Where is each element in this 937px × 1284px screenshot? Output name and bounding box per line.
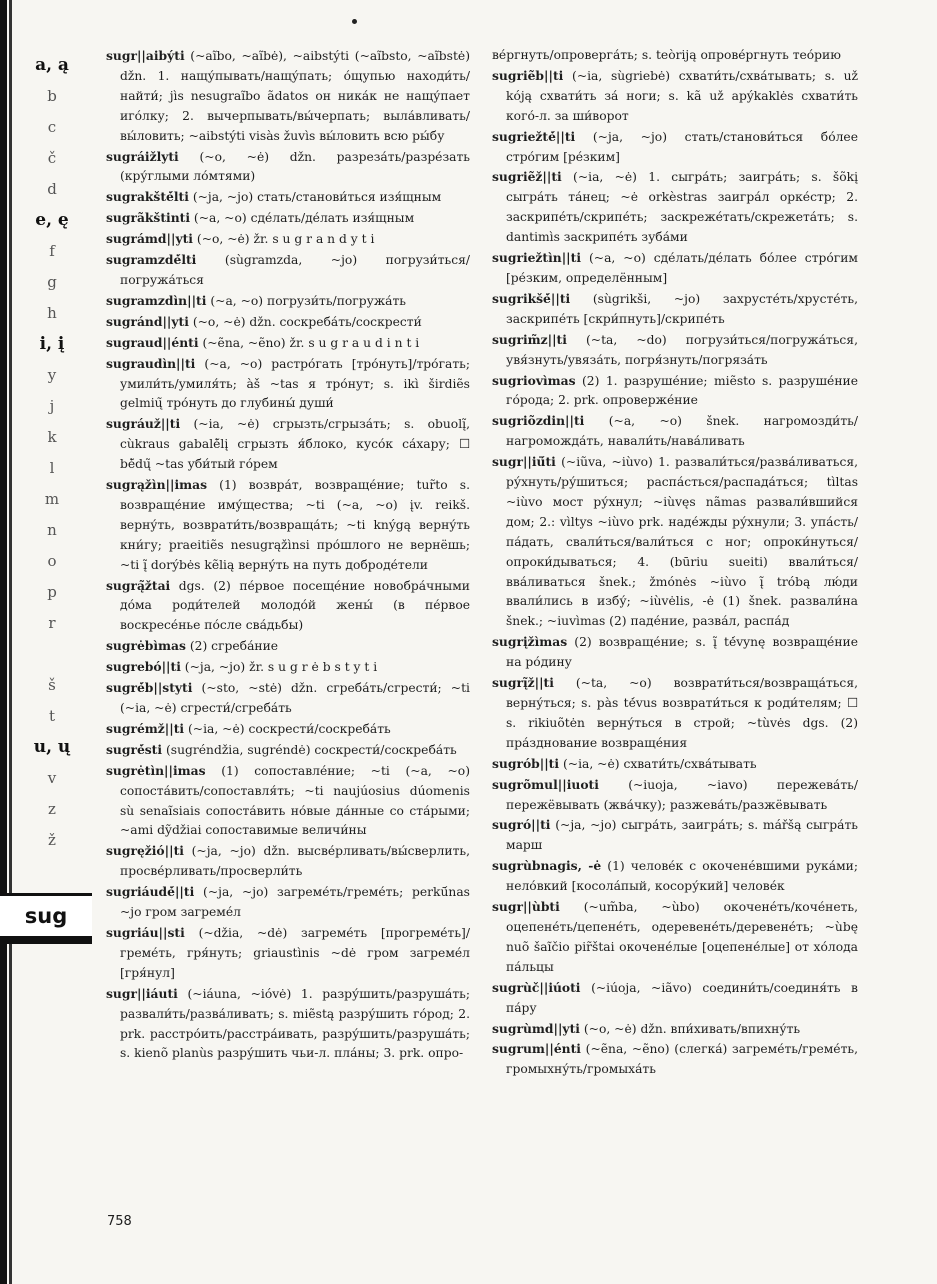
thumb-index-active-tab[interactable]: sug: [0, 893, 92, 944]
dictionary-entry: [106, 250, 470, 291]
thumb-letter[interactable]: c: [47, 118, 57, 136]
entry-definition: (sugréndžia, sugréndė) соскрести́/соскреба́ть: [165, 742, 457, 757]
dictionary-entry: [106, 229, 470, 250]
thumb-letter[interactable]: r: [48, 614, 56, 632]
thumb-letter[interactable]: a, ą: [35, 55, 69, 75]
entry-headword: sugrõmul||iuoti: [492, 776, 599, 792]
entry-definition: (~iũva, ~iùvo) 1. развали́ться/разва́ливаться, ру́хнуть/ру́шиться; распа́сться/распада́ться; tìltas ~iùvo мост ру́хнул; ~iùvęs nãmas развали́вшийся дом; 2.: vìltys ~iùvo prk. наде́жды ру́хнули; 3. упа́сть/па́дать, свали́ться/вали́ться с ног; опроки́нуться/опроки́дываться; 4. (būriu sueiti) ввали́ться/вва́ливаться šnek.; žmónės ~iùvo į̃ tróbą лю́ди ввали́лись в избу́; ~iùvėlis, -ė (1) šnek. развали́на šnek.; ~iuvìmas (2) паде́ние, разва́л, распа́д: [506, 455, 858, 629]
entry-definition: (1) сопоставле́ние; ~ti (~a, ~o) сопоста́вить/сопоставля́ть; ~ti naujúosius dúomenis sù senaĩsiais сопоста́вить но́вые да́нные со ста́рыми; ~ami dỹdžiai сопоставимые величи́ны: [120, 763, 470, 838]
entry-definition: (~o, ~ė) džn. разреза́ть/разре́зать (кру́глыми ло́мтями): [120, 149, 470, 184]
print-speck: [352, 19, 357, 24]
entry-definition: (~ia, ~ė) 1. сыгра́ть; заигра́ть; s. šõkį сыгра́ть та́нец; ~ė orkèstras заигра́л орке́стр; 2. заскрипе́ть/скрипе́ть; заскреже́тать/скрежета́ть; s. dantimìs заскрипе́ть зуба́ми: [506, 170, 858, 245]
dictionary-entry: [492, 411, 858, 452]
dictionary-entry: [106, 208, 470, 229]
entry-headword: sugr||ùbti: [492, 899, 560, 915]
entry-headword: sugrebó||ti: [106, 659, 181, 675]
entry-headword: sugramzdìn||ti: [106, 292, 207, 308]
entry-headword: sugraud||énti: [106, 334, 199, 350]
dictionary-entry: [492, 1019, 858, 1040]
entry-headword: sugrémž||ti: [106, 720, 185, 736]
dictionary-entry: [492, 167, 858, 248]
entry-definition: (~ja, ~jo) сыгра́ть, заигра́ть; s. mářšą сыгра́ть марш: [506, 818, 858, 853]
thumb-letter[interactable]: h: [47, 304, 57, 322]
entry-headword: sugr||iū́ti: [492, 454, 556, 470]
entry-definition: (~ia, ~ė) сгрызть/сгрыза́ть; s. obuolį̃, cùkraus gabalė̃lį сгрызть я́блоко, кусо́к са́хару; ☐ bė̃dų̃ ~tas уби́тый го́рем: [120, 417, 470, 472]
thumb-letter[interactable]: u, ų: [33, 737, 71, 757]
dictionary-entry: [106, 984, 470, 1065]
entry-headword: sugrą̃žtai: [106, 577, 171, 593]
entry-definition: (~sto, ~stė) džn. сгреба́ть/сгрести́; ~ti (~ia, ~ė) сгрести́/сгреба́ть: [120, 681, 470, 715]
dictionary-entry: [492, 289, 858, 330]
entry-definition: (~a, ~o) сде́лать/де́лать бо́лее стро́гим [ре́зким, определённым]: [506, 251, 858, 285]
thumb-letter[interactable]: č: [47, 149, 57, 167]
dictionary-entry: [106, 333, 470, 354]
thumb-letter[interactable]: n: [47, 521, 57, 539]
thumb-letter[interactable]: t: [48, 707, 56, 725]
entry-headword: sugrėbìmas: [106, 638, 186, 654]
entry-headword: sugrį̃ž||ti: [492, 675, 554, 691]
dictionary-entry: [106, 636, 470, 657]
entry-headword: sugrakštė́lti: [106, 189, 189, 205]
dictionary-entry: [492, 371, 858, 412]
entry-definition: (2) возвраще́ние; s. į̃ tė́vynę возвраще́ние на ро́дину: [506, 635, 858, 670]
entry-definition: (~iuoja, ~iavo) пережева́ть/пережёвывать (жва́чку); разжева́ть/разжёвывать: [506, 777, 858, 812]
entry-headword: sugránd||yti: [106, 313, 189, 329]
entry-definition: (~iáuna, ~ióvė) 1. разру́шить/разруша́ть; развали́ть/разва́ливать; s. miẽstą разру́шить го́род; 2. prk. расстро́ить/расстра́ивать, разру́шить/разруша́ть; s. kienõ planùs разру́шить чьи-л. пла́ны; 3. prk. опро-: [120, 986, 470, 1061]
entry-definition: (~ia, ~ė) соскрести́/соскреба́ть: [187, 721, 391, 736]
entry-definition: ве́ргнуть/опроверга́ть; s. teòriją опрове́ргнуть тео́рию: [492, 48, 841, 62]
entry-headword: sugramzdė́lti: [106, 252, 197, 268]
entry-definition: (~ta, ~o) возврати́ться/возвраща́ться, верну́ться; s. pàs tė́vus возврати́ться к роди́телям; ☐ s. rikiuõtėn верну́ться в строй; ~tùvės dgs. (2) пра́зднование возвраще́ния: [506, 676, 858, 750]
entry-definition: (~a, ~o) растро́гать [тро́нуть]/тро́гать; умили́ть/умиля́ть; àš ~tas я тро́нут; s. ikì širdiẽs gelmių̃ тро́нуть до глубины́ души́: [120, 356, 470, 411]
entry-headword: sugrim̃z||ti: [492, 331, 567, 347]
entry-definition: (~iúoja, ~iãvo) соедини́ть/соединя́ть в па́ру: [506, 980, 858, 1015]
page-number: 758: [107, 1214, 132, 1229]
left-column: [106, 46, 470, 1064]
entry-definition: (~aĩbo, ~aĩbė), ~aibstýti (~aĩbsto, ~aĩbstė) džn. 1. нащу́пывать/нащу́пать; о́щупью находи́ть/найти́; jìs nesugraĩbo ãdatos он ника́к не нащу́пает иго́лку; 2. вычерпывать/вы́черпать; выла́вливать/вы́ловить; ~aibstýti visàs žuvìs вы́ловить всю ры́бу: [120, 49, 470, 143]
entry-headword: sugriežtė́||ti: [492, 128, 576, 144]
thumb-letter[interactable]: b: [47, 87, 57, 105]
entry-definition: (~o, ~ė) žr. s u g r a n d y t i: [196, 232, 375, 247]
entry-definition: (~ja, ~jo) стать/станови́ться бо́лее стро́гим [ре́зким]: [506, 129, 858, 164]
thumb-index-letters: [14, 50, 90, 856]
dictionary-entry: [492, 775, 858, 816]
dictionary-entry: [492, 754, 858, 775]
entry-definition: (~um̃ba, ~ùbo) окочене́ть/коче́неть, оцепене́ть/цепене́ть, одеревене́ть/деревене́ть; ~ùbę nuõ šaĩčio pir̃štai окочене́лые [оцепене́лые] от хо́лода па́льцы: [506, 900, 858, 974]
thumb-letter[interactable]: l: [49, 459, 55, 477]
entry-definition: (2) сгреба́ние: [189, 639, 279, 654]
dictionary-entry: [106, 761, 470, 842]
thumb-letter[interactable]: y: [47, 366, 57, 384]
entry-definition: (~ẽna, ~ẽno) (слегка́) загреме́ть/греме́ть, громыхну́ть/громыха́ть: [506, 1042, 858, 1077]
thumb-index-edge: [0, 0, 7, 1284]
dictionary-entry: [106, 475, 470, 576]
entry-definition: (~a, ~o) погрузи́ть/погружа́ть: [210, 293, 406, 308]
thumb-letter[interactable]: k: [47, 428, 57, 446]
dictionary-entry: [106, 46, 470, 147]
dictionary-entry: [492, 46, 858, 66]
dictionary-entry: [492, 127, 858, 168]
entry-definition: (sùgramzda, ~jo) погрузи́ться/погружа́ться: [120, 253, 470, 287]
dictionary-entry: [492, 632, 858, 673]
entry-headword: sugrįžìmas: [492, 634, 568, 650]
thumb-letter[interactable]: m: [44, 490, 60, 508]
dictionary-entry: [492, 452, 858, 632]
entry-definition: (2) 1. разруше́ние; miẽsto s. разруше́ние го́рода; 2. prk. опроверже́ние: [506, 373, 858, 408]
entry-definition: (~o, ~ė) džn. соскреба́ть/соскрести́: [192, 314, 422, 329]
entry-definition: (~ia, ~ė) схвати́ть/схва́тывать: [562, 756, 757, 771]
entry-definition: dgs. (2) пе́рвое посеще́ние новобра́чными до́ма роди́телей молодо́й жены́ (в пе́рвое воскресе́нье по́сле сва́дьбы): [120, 578, 470, 633]
dictionary-entry: [492, 330, 858, 371]
dictionary-entry: [492, 248, 858, 289]
entry-headword: sugrámd||yti: [106, 231, 193, 247]
thumb-letter[interactable]: j: [49, 397, 55, 415]
entry-headword: sugráuž||ti: [106, 416, 181, 432]
thumb-letter[interactable]: e, ę: [35, 210, 69, 230]
entry-definition: (1) возвра́т, возвраще́ние; tur̃to s. возвраще́ние иму́щества; ~ti (~a, ~o) įv. reikš. верну́ть, возврати́ть/возвраща́ть; ~ti knýgą верну́ть кни́гу; praeitiẽs nesugrąžìnsi про́шлого не вернёшь; ~ti į̃ dorýbės kẽlią верну́ть на путь доброде́тели: [120, 478, 470, 572]
entry-definition: (~ja, ~jo) стать/станови́ться изя́щным: [192, 190, 442, 205]
thumb-letter[interactable]: ž: [48, 831, 56, 849]
thumb-letter[interactable]: f: [49, 242, 55, 260]
dictionary-entry: [106, 187, 470, 208]
dictionary-entry: [106, 414, 470, 475]
entry-definition: (~ja, ~jo) žr. s u g r ė b s t y t i: [184, 660, 378, 675]
entry-headword: sugrėtìn||imas: [106, 762, 206, 778]
entry-definition: (~o, ~ė) džn. впи́хивать/впихну́ть: [583, 1021, 801, 1036]
thumb-letter[interactable]: g: [47, 273, 57, 291]
dictionary-entry: [106, 923, 470, 984]
entry-headword: sugrùmd||yti: [492, 1020, 580, 1036]
dictionary-entry: [492, 673, 858, 754]
entry-headword: sugr||iáuti: [106, 985, 178, 1001]
entry-headword: sugriõzdin||ti: [492, 413, 585, 429]
entry-headword: sugrób||ti: [492, 755, 560, 771]
entry-headword: sugraudìn||ti: [106, 355, 196, 371]
dictionary-entry: [492, 815, 858, 856]
dictionary-entry: [106, 678, 470, 719]
dictionary-entry: [106, 740, 470, 761]
entry-headword: sugriẽž||ti: [492, 169, 562, 185]
entry-definition: (~ia, sùgriebė) схвати́ть/схва́тывать; s. už kóją схвати́ть за́ ноги; s. kã už apýkaklės схвати́ть кого́-л. за ши́ворот: [506, 68, 858, 123]
entry-definition: (~džia, ~dė) загреме́ть [прогреме́ть]/греме́ть, гря́нуть; griaustìnis ~dė гром загреме́л [гря́нул]: [120, 925, 470, 980]
entry-definition: (~a, ~o) сде́лать/де́лать изя́щным: [193, 211, 415, 226]
dictionary-entry: [106, 291, 470, 312]
entry-definition: (~ẽna, ~ẽno) žr. s u g r a u d i n t i: [202, 335, 420, 350]
entry-headword: sugrė́b||styti: [106, 680, 193, 696]
dictionary-entry: [492, 1039, 858, 1080]
entry-headword: sugrė́sti: [106, 741, 163, 757]
entry-headword: sugrum||énti: [492, 1041, 581, 1057]
dictionary-entry: [106, 354, 470, 415]
dictionary-entry: [492, 978, 858, 1019]
entry-headword: sugriovìmas: [492, 372, 576, 388]
entry-headword: sugrãkštinti: [106, 210, 190, 226]
dictionary-entry: [106, 841, 470, 882]
thumb-index-edge-inner: [9, 0, 12, 1284]
dictionary-entry: [106, 882, 470, 923]
dictionary-entry: [492, 897, 858, 978]
thumb-letter[interactable]: v: [47, 769, 57, 787]
entry-headword: sugriáudė́||ti: [106, 884, 195, 900]
dictionary-entry: [492, 856, 858, 897]
dictionary-entry: [492, 66, 858, 127]
dictionary-entry: [106, 657, 470, 678]
entry-headword: sugrùč||iúoti: [492, 979, 581, 995]
entry-headword: sugręžió||ti: [106, 843, 184, 859]
thumb-letter[interactable]: š: [48, 676, 56, 694]
dictionary-entry: [106, 576, 470, 637]
entry-headword: sugrąžìn||imas: [106, 477, 208, 493]
thumb-index: [0, 0, 92, 1284]
entry-definition: (sùgrikši, ~jo) захрусте́ть/хрусте́ть, заскрипе́ть [скри́пнуть]/скрипе́ть: [506, 291, 858, 326]
entry-definition: (~a, ~o) šnek. нагромозди́ть/нагроможда́ть, навали́ть/нава́ливать: [506, 414, 858, 449]
entry-headword: sugriáu||sti: [106, 924, 185, 940]
thumb-letter[interactable]: d: [47, 180, 57, 198]
right-column: [492, 46, 858, 1080]
thumb-letter[interactable]: i, į: [39, 334, 65, 354]
thumb-letter[interactable]: o: [47, 552, 57, 570]
thumb-letter[interactable]: p: [47, 583, 57, 601]
entry-headword: sugrikšė́||ti: [492, 290, 571, 306]
entry-definition: (~ja, ~jo) загреме́ть/греме́ть; perkū́nas ~jo гром загреме́л: [120, 885, 470, 920]
entry-headword: sugriẽb||ti: [492, 67, 564, 83]
thumb-letter[interactable]: z: [48, 800, 56, 818]
entry-definition: (1) челове́к с окоченéвшими рука́ми; нело́вкий [косола́пый, косору́кий] челове́к: [506, 859, 858, 894]
entry-headword: sugráižlyti: [106, 148, 179, 164]
entry-headword: sugriežtìn||ti: [492, 250, 582, 266]
dictionary-entry: [106, 147, 470, 188]
entry-definition: (~ta, ~do) погрузи́ться/погружа́ться, увя́знуть/увяза́ть, погря́знуть/погряза́ть: [506, 332, 858, 367]
entry-definition: (~ja, ~jo) džn. высве́рливать/вы́сверлить, просве́рливать/просверли́ть: [120, 844, 470, 879]
dictionary-entry: [106, 312, 470, 333]
entry-headword: sugrùbnagis, -ė: [492, 858, 602, 874]
entry-headword: sugró||ti: [492, 817, 551, 833]
entry-headword: sugr||aibýti: [106, 48, 185, 63]
dictionary-entry: [106, 719, 470, 740]
